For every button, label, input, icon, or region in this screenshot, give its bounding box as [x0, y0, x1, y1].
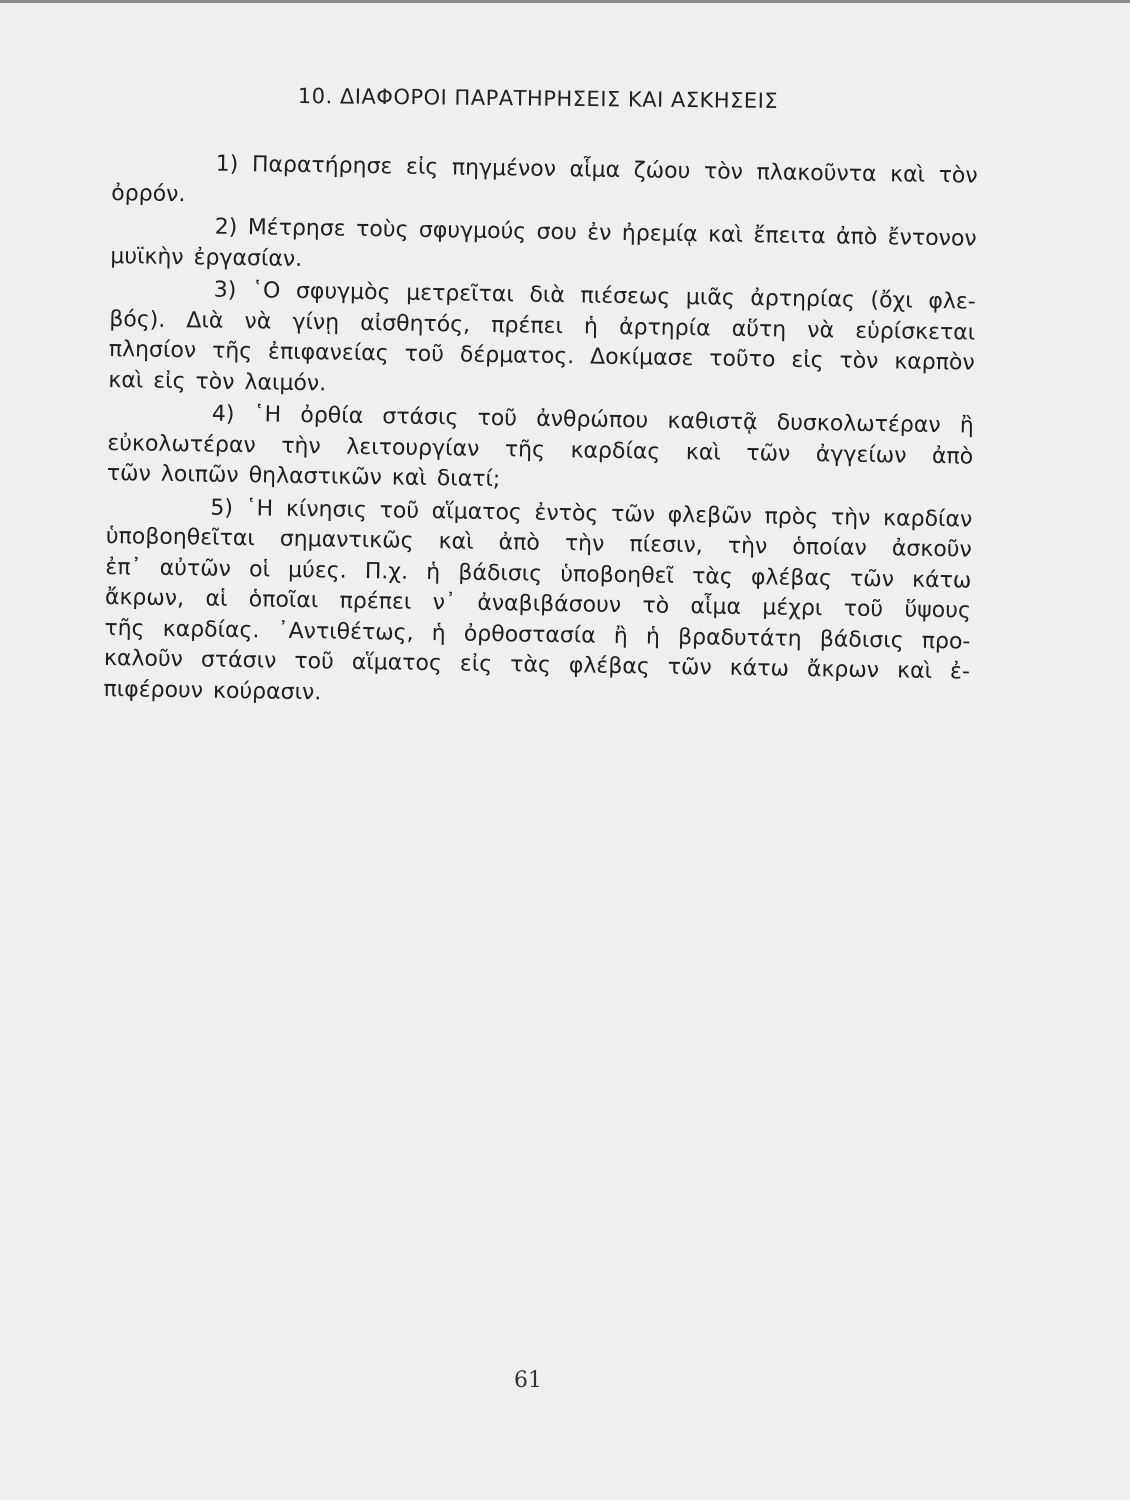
paragraph-5 [103, 491, 972, 718]
paragraph-line: 5) ῾Η κίνησις τοῦ αἵματος ἐντὸς τῶν φλεβῶν πρὸς τὴν καρδίαν [210, 495, 973, 533]
body-text [103, 148, 978, 721]
paragraph-3 [108, 274, 976, 410]
paragraph-line: ἄκρων, αἱ ὁποῖαι πρέπει ν᾽ ἀναβιβάσουν τὸ αἷμα μέχρι τοῦ ὕψους [104, 584, 972, 624]
paragraph-line: ὑποβοηθεῖται σημαντικῶς καὶ ἀπὸ τὴν πίεσιν, τὴν ὁποίαν ἀσκοῦν [105, 523, 972, 563]
paragraph-line: τῶν λοιπῶν θηλαστικῶν καὶ διατί; [106, 460, 501, 493]
paragraph-line: πιφέρουν κούρασιν. [103, 676, 322, 705]
paragraph-line: εὐκολωτέραν τὴν λειτουργίαν τῆς καρδίας καὶ τῶν ἀγγείων ἀπὸ [107, 430, 974, 470]
paragraph-line: πλησίον τῆς ἐπιφανείας τοῦ δέρματος. Δοκίμασε τοῦτο εἰς τὸν καρπὸν [108, 336, 975, 376]
paragraph-line: 4) ῾Η ὀρθία στάσις τοῦ ἀνθρώπου καθιστᾷ δυσκολωτέραν ἢ [211, 401, 974, 439]
paragraph-1 [111, 148, 978, 223]
paragraph-line: καλοῦν στάσιν τοῦ αἵματος εἰς τὰς φλέβας τῶν κάτω ἄκρων καὶ ἐ- [103, 645, 971, 685]
page-number: 61 [514, 1368, 542, 1393]
paragraph-line: καὶ εἰς τὸν λαιμόν. [108, 367, 327, 396]
paragraph-line: ἐπ᾽ αὐτῶν οἱ μύες. Π.χ. ἡ βάδισις ὑποβοηθεῖ τὰς φλέβας τῶν κάτω [105, 554, 972, 594]
page-top-edge [0, 0, 1130, 3]
section-heading: 10. ΔΙΑΦΟΡΟΙ ΠΑΡΑΤΗΡΗΣΕΙΣ ΚΑΙ ΑΣΚΗΣΕΙΣ [297, 84, 779, 114]
paragraph-line: μυϊκὴν ἐργασίαν. [110, 243, 303, 272]
paragraph-line: 1) Παρατήρησε εἰς πηγμένον αἷμα ζώου τὸν πλακοῦντα καὶ τὸν [215, 151, 978, 189]
paragraph-2 [110, 211, 977, 286]
paragraph-line: ὀρρόν. [111, 180, 186, 207]
paragraph-4 [107, 398, 974, 503]
paragraph-line: 2) Μέτρησε τοὺς σφυγμούς σου ἐν ἠρεμίᾳ καὶ ἔπειτα ἀπὸ ἔντονον [214, 214, 977, 252]
paragraph-line: βός). Διὰ νὰ γίνῃ αἰσθητός, πρέπει ἡ ἀρτηρία αὕτη νὰ εὑρίσκεται [109, 306, 976, 346]
paragraph-line: τῆς καρδίας. ᾽Αντιθέτως, ἡ ὀρθοστασία ἢ ἡ βραδυτάτη βάδισις προ- [104, 615, 971, 655]
paragraph-line: 3) ῾Ο σφυγμὸς μετρεῖται διὰ πιέσεως μιᾶς ἀρτηρίας (ὄχι φλε- [213, 277, 976, 315]
